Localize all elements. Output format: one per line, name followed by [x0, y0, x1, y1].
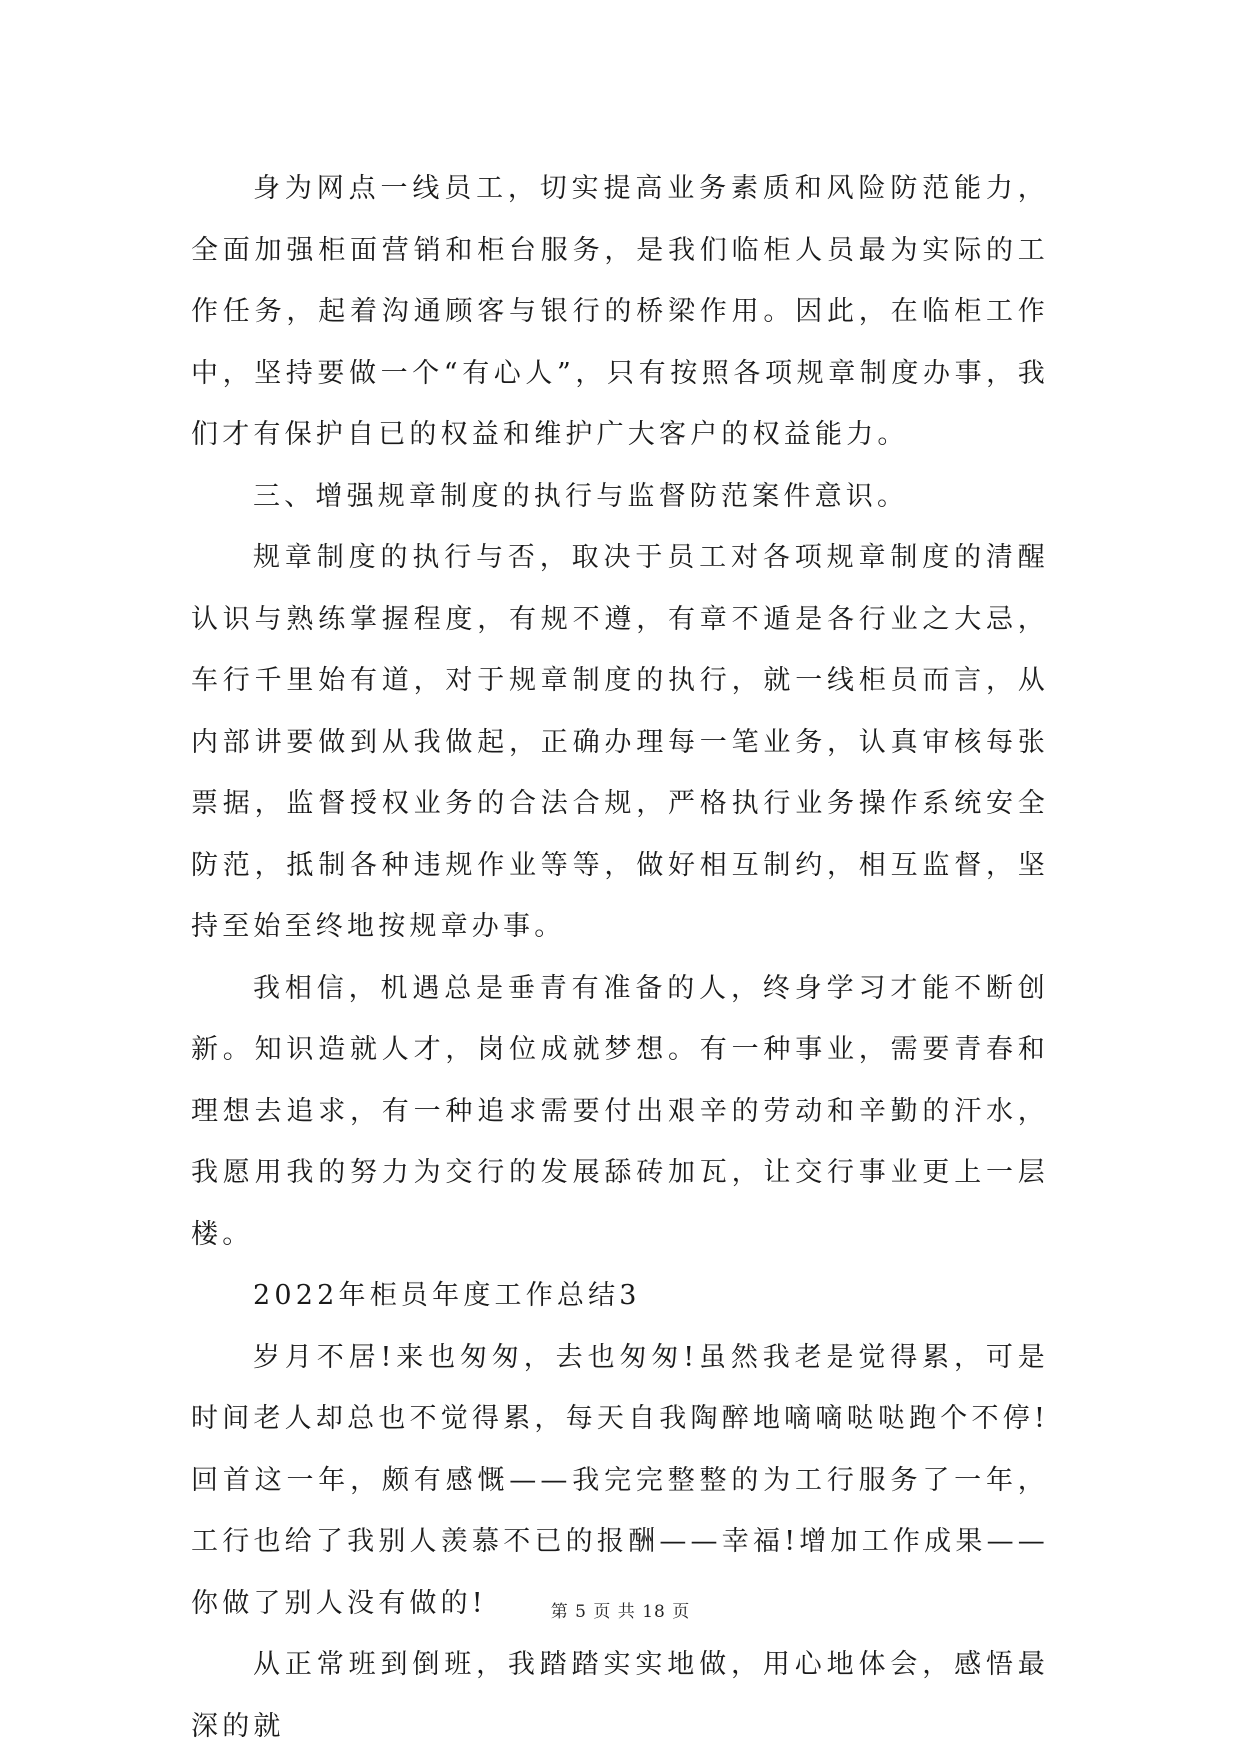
page-number-footer: 第 5 页 共 18 页 — [550, 1602, 691, 1622]
section-heading-3: 三、增强规章制度的执行与监督防范案件意识。 — [253, 480, 909, 512]
paragraph-1: 身为网点一线员工，切实提高业务素质和风险防范能力，全面加强柜面营销和柜台服务，是我们临柜人员最为实际的工作任务，起着沟通顾客与银行的桥梁作用。因此，在临柜工作中，坚持要做一个“有心人”，只有按照各项规章制度办事，我们才有保护自已的权益和维护广大客户的权益能力。 — [191, 173, 1049, 450]
paragraph-4: 岁月不居!来也匆匆，去也匆匆!虽然我老是觉得累，可是时间老人却总也不觉得累，每天自我陶醉地嘀嘀哒哒跑个不停!回首这一年，颇有感慨——我完完整整的为工行服务了一年，工行也给了我别人羡慕不已的报酬——幸福!增加工作成果——你做了别人没有做的! — [191, 1341, 1049, 1619]
article-title: 2022年柜员年度工作总结3 — [253, 1280, 641, 1311]
paragraph-2: 规章制度的执行与否，取决于员工对各项规章制度的清醒认识与熟练掌握程度，有规不遵，有章不遁是各行业之大忌，车行千里始有道，对于规章制度的执行，就一线柜员而言，从内部讲要做到从我做起，正确办理每一笔业务，认真审核每张票据，监督授权业务的合法合规，严格执行业务操作系统安全防范，抵制各种违规作业等等，做好相互制约，相互监督，坚持至始至终地按规章办事。 — [191, 542, 1049, 942]
paragraph-3: 我相信，机遇总是垂青有准备的人，终身学习才能不断创新。知识造就人才，岗位成就梦想。有一种事业，需要青春和理想去追求，有一种追求需要付出艰辛的劳动和辛勤的汗水，我愿用我的努力为交行的发展舔砖加瓦，让交行事业更上一层楼。 — [191, 972, 1049, 1250]
document-body — [191, 158, 1049, 1757]
paragraph-5: 从正常班到倒班，我踏踏实实地做，用心地体会，感悟最深的就 — [191, 1649, 1049, 1742]
